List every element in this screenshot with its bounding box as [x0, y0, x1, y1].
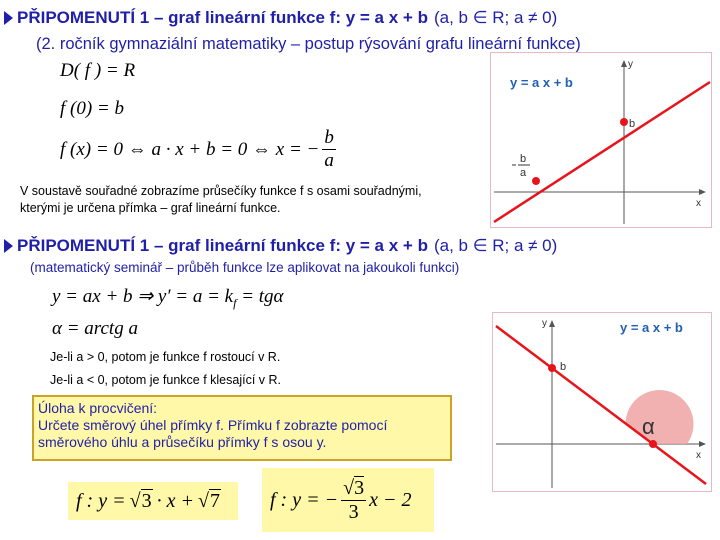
section1-heading [4, 8, 557, 28]
bullet-triangle-icon [4, 11, 13, 25]
task-box [32, 395, 452, 461]
formula-derivative-main: y = ax + b ⇒ y′ = a = k [52, 286, 234, 307]
graph2-label: y = a x + b [620, 320, 683, 335]
graph2 [492, 312, 712, 492]
formula-derivative-sub: f [233, 295, 237, 310]
formula-angle: α = arctg a [52, 318, 138, 339]
exercise2-den: 3 [348, 500, 359, 523]
formula-intercept: f (0) = b [60, 98, 125, 119]
section1-heading-text: PŘIPOMENUTÍ 1 – graf lineární funkce f: y = a x + b [17, 8, 428, 27]
formula-derivative [52, 285, 284, 311]
exercise1 [68, 482, 238, 520]
section2-heading-text: PŘIPOMENUTÍ 1 – graf lineární funkce f: y = a x + b [17, 236, 428, 255]
graph1-root-den: a [520, 167, 527, 179]
section2-heading [4, 236, 557, 256]
graph2-axis-x-label: x [696, 450, 701, 461]
formula-root-left: f (x) = 0 ⇔ a · x + b = 0 ⇔ x = − [60, 138, 320, 160]
graph1-point-intercept [620, 118, 628, 126]
formula-root [60, 127, 339, 172]
exercise1-prefix: f : y = [76, 489, 126, 512]
exercise1-middle: · x + [156, 489, 194, 512]
exercise1-sqrt1: √3 [129, 489, 152, 512]
formula-root-den: a [324, 150, 334, 171]
section1-note: V soustavě souřadné zobrazíme průsečíky funkce f s osami souřadnými, kterými je určena přímka – graf lineární funkce. [20, 184, 422, 215]
graph1-axis-y-label: y [628, 59, 633, 70]
graph1-point-b-label: b [629, 118, 636, 130]
exercise2-num-rad: 3 [354, 476, 365, 499]
exercise2-prefix: f : y = − [270, 488, 339, 511]
graph2-angle-label: α [642, 414, 655, 439]
graph2-point-root [649, 440, 657, 448]
graph1-label: y = a x + b [510, 75, 573, 90]
graph2-point-b-label: b [560, 361, 567, 373]
section1-subheading: (2. ročník gymnaziální matematiky – postup rýsování grafu lineární funkce) [36, 35, 581, 53]
exercise2-num: √3 [343, 476, 365, 499]
exercise1-sqrt2: √7 [197, 489, 220, 512]
section2-subheading: (matematický seminář – průběh funkce lze aplikovat na jakoukoli funkci) [30, 260, 460, 275]
rule-negative: Je-li a < 0, potom je funkce f klesající v R. [50, 373, 281, 387]
exercise1-rad2: 7 [209, 489, 220, 512]
formula-derivative-tail: = tgα [236, 286, 284, 307]
exercise2-tail: x − 2 [369, 488, 412, 511]
graph2-point-intercept [548, 364, 556, 372]
exercise2 [262, 468, 434, 532]
formula-domain: D( f ) = R [60, 60, 136, 81]
formula-root-fraction [322, 127, 336, 172]
graph2-axis-y-label: y [542, 318, 547, 329]
section2-heading-paren: (a, b ∈ R; a ≠ 0) [433, 236, 558, 255]
bullet-triangle-icon [4, 239, 13, 253]
rule-positive: Je-li a > 0, potom je funkce f rostoucí v R. [50, 350, 281, 364]
exercise2-fraction [341, 477, 366, 524]
exercise1-rad1: 3 [141, 489, 152, 512]
graph1-point-root [532, 177, 540, 185]
graph1 [490, 52, 712, 228]
task-text: Určete směrový úhel přímky f. Přímku f zobrazte pomocí směrového úhlu a průsečíku přímky f s osou y. [38, 417, 388, 450]
graph1-axis-x-label: x [696, 198, 701, 209]
task-title: Úloha k procvičení: [38, 400, 158, 416]
graph1-root-num: b [520, 153, 527, 165]
section1-heading-paren: (a, b ∈ R; a ≠ 0) [433, 8, 558, 27]
formula-root-num: b [324, 127, 334, 148]
